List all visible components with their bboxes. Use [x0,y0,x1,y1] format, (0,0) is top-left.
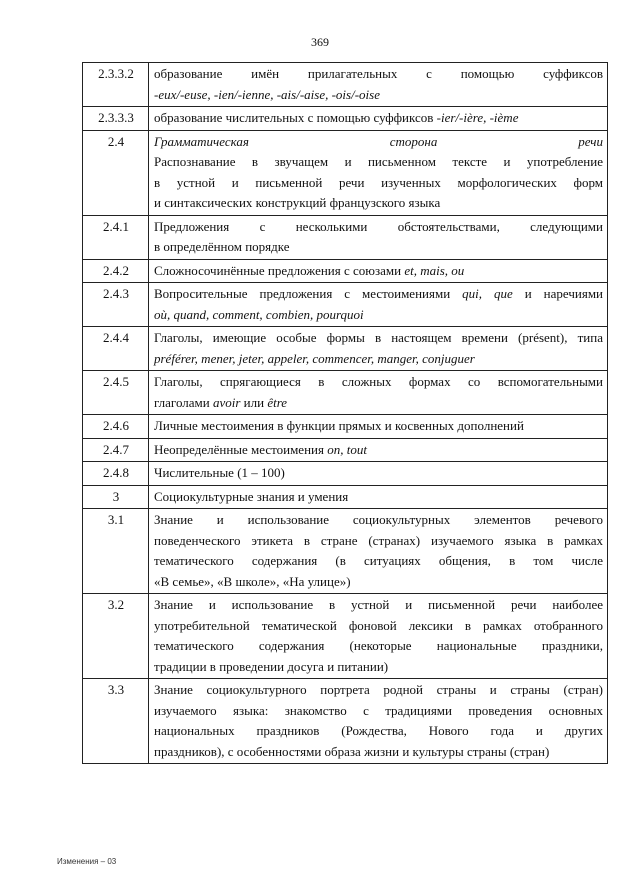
row-code: 2.4.2 [83,259,149,283]
content-line [154,636,603,657]
text-segment: Глаголы, спрягающиеся в сложных формах со вспомогательными [154,374,603,389]
row-content [149,594,608,679]
table-row [83,438,608,462]
table-body [83,63,608,764]
italic-text: où, quand, comment, combien, pourquoi [154,306,364,322]
row-code: 3.3 [83,679,149,764]
content-line [154,721,603,742]
table-row [83,63,608,107]
italic-text: avoir [212,394,241,410]
text-segment: Распознавание в звучащем и письменном тексте и употребление [154,154,603,169]
row-code: 2.3.3.3 [83,107,149,131]
row-content [149,415,608,439]
row-content [149,438,608,462]
content-line [154,701,603,722]
row-code: 2.4.4 [83,327,149,371]
text-segment: Числительные (1 – 100) [154,465,285,480]
curriculum-table [82,62,608,764]
content-line [154,132,603,153]
text-segment: изучаемого языка: знакомство с традициями проведения основных [154,702,603,718]
content-line [154,284,603,305]
row-code: 2.4.6 [83,415,149,439]
content-line [154,217,603,238]
italic-text: on, tout [327,441,367,457]
content-line [154,349,603,370]
text-segment: тематического содержания (в ситуациях общения, в том числе [154,553,603,568]
row-content [149,462,608,486]
italic-text: être [267,394,288,410]
content-line [154,572,603,593]
row-content [149,371,608,415]
row-code: 2.4 [83,130,149,215]
content-line [154,616,603,637]
text-segment: Предложения с несколькими обстоятельствами, следующими [154,218,603,234]
content-line [154,595,603,616]
row-content [149,259,608,283]
text-segment: образование имён прилагательных с помощью суффиксов [154,66,603,81]
content-line [154,305,603,326]
table-row [83,259,608,283]
content-line [154,237,603,258]
table-row [83,462,608,486]
content-line [154,657,603,678]
row-content [149,679,608,764]
text-segment: или [240,394,268,410]
text-segment: «В семье», «В школе», «На улице») [154,573,351,589]
row-content [149,509,608,594]
content-line [154,531,603,552]
table-row [83,215,608,259]
content-line [154,487,603,508]
page-number: 369 [311,35,329,49]
italic-text: -eux/-euse, -ien/-ienne, -ais/-aise, -ois/-oise [154,86,380,102]
row-content [149,215,608,259]
text-segment: Знание и использование социокультурных элементов речевого [154,512,603,527]
text-segment: в определённом порядке [154,239,290,254]
text-segment: и наречиями [512,286,604,301]
content-line [154,680,603,701]
content-line [154,393,603,414]
text-segment: тематического содержания (некоторые национальные праздники, [154,638,603,653]
text-segment: праздников), с особенностями образа жизни и культуры страны (стран) [154,743,550,759]
row-content [149,107,608,131]
content-line [154,173,603,194]
content-line [154,463,603,484]
content-line [154,108,603,129]
content-line [154,440,603,461]
row-code: 2.4.7 [83,438,149,462]
row-content [149,283,608,327]
table-row [83,107,608,131]
content-line [154,372,603,393]
row-code: 3.2 [83,594,149,679]
italic-text: et, mais, ou [404,262,465,278]
content-line [154,510,603,531]
table-row [83,594,608,679]
table-row [83,485,608,509]
table-row [83,327,608,371]
row-code: 2.4.3 [83,283,149,327]
content-line [154,193,603,214]
row-code: 2.4.5 [83,371,149,415]
row-code: 2.4.8 [83,462,149,486]
table-row [83,509,608,594]
row-code: 2.3.3.2 [83,63,149,107]
text-segment: и синтаксических конструкций французского языка [154,195,441,210]
table-row [83,130,608,215]
italic-text: Грамматическая сторона речи [154,133,603,149]
italic-text: qui, que [462,286,513,301]
table-row [83,679,608,764]
text-segment: поведенческого этикета в стране (странах) изучаемого языка в рамках [154,532,603,548]
text-segment: Личные местоимения в функции прямых и косвенных дополнений [154,418,524,433]
text-segment: Неопределённые местоимения [154,441,328,457]
row-content [149,130,608,215]
text-segment: Глаголы, имеющие особые формы в настоящем времени (présent), типа [154,330,603,345]
content-line [154,152,603,173]
content-line [154,261,603,282]
text-segment: Знание социокультурного портрета родной страны и страны (стран) [154,682,603,697]
text-segment: традиции в проведении досуга и питании) [154,658,389,674]
table-row [83,415,608,439]
content-line [154,328,603,349]
italic-text: préférer, mener, jeter, appeler, commencer, manger, conjuguer [154,350,475,366]
content-line [154,64,603,85]
text-segment: Социокультурные знания и умения [154,488,349,504]
table-row [83,283,608,327]
content-line [154,551,603,572]
row-content [149,63,608,107]
text-segment: Вопросительные предложения с местоимениями [154,286,463,301]
text-segment: образование числительных с помощью суффиксов [154,110,437,125]
footer-revision: Изменения – 03 [57,857,117,866]
text-segment: употребительной тематической фоновой лексики в рамках отобранного [154,617,603,633]
row-code: 2.4.1 [83,215,149,259]
text-segment: национальных праздников (Рождества, Нового года и других [154,723,603,738]
italic-text: -ier/-ière, -ième [436,110,519,125]
content-line [154,416,603,437]
text-segment: Сложносочинённые предложения с союзами [154,262,405,278]
text-segment: Знание и использование в устной и письменной речи наиболее [154,597,603,612]
row-code: 3.1 [83,509,149,594]
row-content [149,327,608,371]
content-line [154,85,603,106]
row-code: 3 [83,485,149,509]
row-content [149,485,608,509]
text-segment: глаголами [154,394,213,410]
table-row [83,371,608,415]
text-segment: в устной и письменной речи изученных морфологических форм [154,174,603,190]
content-line [154,742,603,763]
